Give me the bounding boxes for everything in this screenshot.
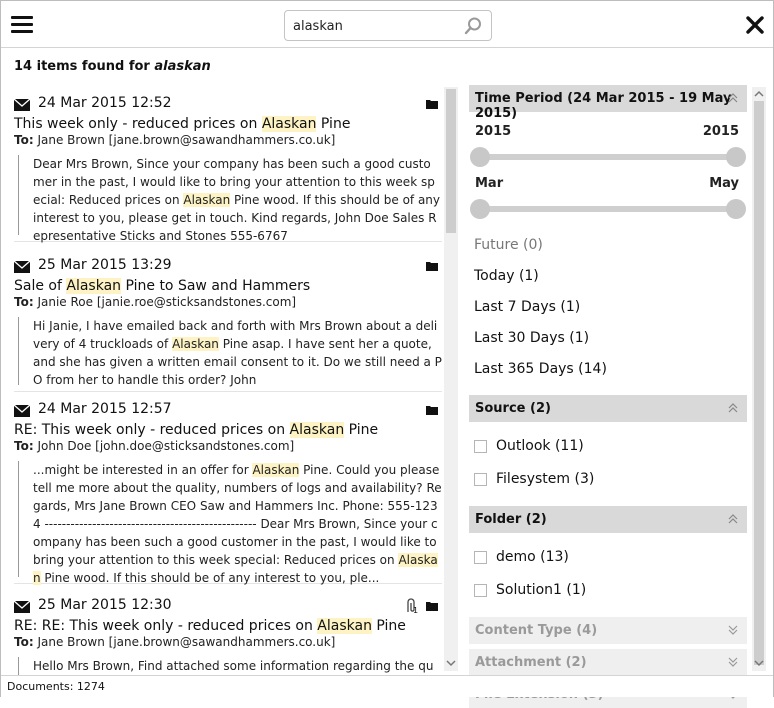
time-period-title: Time Period (24 Mar 2015 - 19 May 2015) bbox=[475, 91, 732, 121]
time-option-future[interactable]: Future (0) bbox=[474, 237, 543, 253]
source-option-outlook[interactable] bbox=[469, 430, 747, 463]
snippet-text: ...might be interested in an offer for bbox=[33, 463, 253, 477]
checkbox[interactable] bbox=[474, 440, 487, 453]
result-recipient bbox=[14, 439, 442, 453]
subject-text: Sale of bbox=[14, 278, 67, 294]
to-label: To: bbox=[14, 295, 34, 309]
result-date: 24 Mar 2015 12:52 bbox=[38, 95, 172, 111]
search-input[interactable] bbox=[293, 16, 453, 36]
content-type-header[interactable] bbox=[469, 617, 747, 644]
checkbox[interactable] bbox=[474, 551, 487, 564]
filter-scrollbar-thumb[interactable] bbox=[754, 101, 764, 665]
result-snippet bbox=[18, 461, 442, 585]
snippet-highlight: Alaskan bbox=[252, 463, 300, 477]
month-slider-start-handle[interactable] bbox=[470, 199, 490, 219]
close-icon[interactable] bbox=[745, 15, 765, 35]
year-range-labels bbox=[469, 118, 747, 140]
envelope-icon bbox=[14, 601, 30, 613]
attachment-title: Attachment (2) bbox=[475, 655, 587, 670]
content-type-title: Content Type (4) bbox=[475, 623, 598, 638]
month-slider-end-handle[interactable] bbox=[726, 199, 746, 219]
search-icon[interactable] bbox=[463, 16, 483, 36]
snippet-text: Hello Mrs Brown, Find attached some information regarding the qu bbox=[33, 659, 434, 673]
chevron-down-icon[interactable] bbox=[727, 624, 739, 636]
snippet-text: Pine wood. If this should be of any interest to you, please get in touch. Kind regards, John Doe Sales Representative Sticks and Stones 555-6767 bbox=[33, 193, 441, 243]
result-header bbox=[14, 401, 442, 421]
time-option-today[interactable]: Today (1) bbox=[474, 268, 539, 284]
attachment-count: 1 bbox=[413, 606, 419, 615]
folder-icon[interactable] bbox=[426, 99, 438, 109]
subject-text: Pine to Saw and Hammers bbox=[121, 278, 311, 294]
filter-panel bbox=[469, 85, 747, 671]
folder-title: Folder (2) bbox=[475, 512, 547, 527]
result-recipient bbox=[14, 295, 442, 309]
results-scrollbar[interactable] bbox=[444, 87, 458, 671]
folder-option-label: demo (13) bbox=[496, 549, 569, 565]
snippet-highlight: Alaskan bbox=[172, 337, 219, 351]
to-value: John Doe [john.doe@sticksandstones.com] bbox=[37, 439, 295, 453]
snippet-highlight: Alaskan bbox=[33, 553, 438, 585]
snippet-highlight: Alaskan bbox=[183, 193, 231, 207]
subject-text: Pine bbox=[344, 422, 379, 438]
year-start-label: 2015 bbox=[475, 124, 512, 139]
folder-option-demo[interactable] bbox=[469, 541, 747, 574]
checkbox[interactable] bbox=[474, 473, 487, 486]
result-header bbox=[14, 257, 442, 277]
year-end-label: 2015 bbox=[702, 124, 739, 139]
result-date: 25 Mar 2015 12:30 bbox=[38, 597, 172, 613]
month-range-slider[interactable] bbox=[469, 196, 747, 218]
year-slider-track[interactable] bbox=[479, 154, 737, 160]
hamburger-menu-icon[interactable] bbox=[11, 16, 33, 34]
result-item[interactable] bbox=[14, 401, 442, 584]
subject-highlight: Alaskan bbox=[317, 618, 372, 634]
snippet-text: Pine asap. I have sent her a quote, and she has given a written email consent to it. Do we still need a PO from her to handle this order? John bbox=[33, 337, 442, 387]
month-end-label: May bbox=[709, 176, 739, 191]
folder-header[interactable] bbox=[469, 506, 747, 533]
result-snippet bbox=[18, 317, 442, 385]
source-option-label: Filesystem (3) bbox=[496, 471, 595, 487]
snippet-text: Dear Mrs Brown, Since your company has been such a good customer in the past, I would like to bring your attention to this week special: Reduced prices on bbox=[33, 157, 435, 207]
folder-option-label: Solution1 (1) bbox=[496, 582, 587, 598]
result-header bbox=[14, 95, 442, 115]
result-item[interactable] bbox=[14, 95, 442, 242]
subject-highlight: Alaskan bbox=[66, 278, 122, 294]
result-snippet bbox=[18, 155, 442, 243]
result-recipient bbox=[14, 133, 442, 147]
status-bar bbox=[1, 675, 773, 697]
time-period-header[interactable] bbox=[469, 85, 747, 121]
source-title: Source (2) bbox=[475, 401, 551, 416]
result-recipient bbox=[14, 635, 442, 649]
time-option-last-30-days[interactable]: Last 30 Days (1) bbox=[474, 330, 590, 346]
subject-text: RE: RE: This week only - reduced prices on bbox=[14, 618, 318, 634]
to-value: Jane Brown [jane.brown@sawandhammers.co.uk] bbox=[37, 635, 336, 649]
time-option-last-365-days[interactable]: Last 365 Days (14) bbox=[474, 361, 607, 377]
year-slider-end-handle[interactable] bbox=[726, 147, 746, 167]
subject-highlight: Alaskan bbox=[289, 422, 345, 438]
result-subject[interactable] bbox=[14, 116, 442, 132]
result-item[interactable] bbox=[14, 257, 442, 392]
year-range-slider[interactable] bbox=[469, 144, 747, 166]
paperclip-icon[interactable] bbox=[404, 598, 418, 614]
snippet-text: Hi Janie, I have emailed back and forth with Mrs Brown about a delivery of 4 truckloads of bbox=[33, 319, 438, 351]
to-value: Jane Brown [jane.brown@sawandhammers.co.uk] bbox=[37, 133, 336, 147]
month-start-label: Mar bbox=[475, 176, 504, 191]
subject-text: RE: This week only - reduced prices on bbox=[14, 422, 290, 438]
envelope-icon bbox=[14, 261, 30, 273]
results-query: alaskan bbox=[154, 59, 211, 74]
results-scrollbar-thumb[interactable] bbox=[446, 89, 456, 233]
result-date: 25 Mar 2015 13:29 bbox=[38, 257, 172, 273]
filter-scrollbar[interactable] bbox=[752, 87, 766, 671]
snippet-text: Pine wood. If this should be of any interest to you, ple... bbox=[40, 571, 380, 585]
result-subject[interactable] bbox=[14, 618, 442, 634]
chevron-up-icon[interactable] bbox=[727, 92, 739, 104]
chevron-down-icon[interactable] bbox=[727, 656, 739, 668]
scroll-down-arrow-icon[interactable] bbox=[754, 659, 764, 667]
time-option-last-7-days[interactable]: Last 7 Days (1) bbox=[474, 299, 581, 315]
month-slider-track[interactable] bbox=[479, 206, 737, 212]
to-label: To: bbox=[14, 635, 34, 649]
results-summary bbox=[14, 59, 211, 74]
month-range-labels bbox=[469, 170, 747, 192]
to-label: To: bbox=[14, 133, 34, 147]
results-count: 14 items found for bbox=[14, 59, 150, 74]
envelope-icon bbox=[14, 405, 30, 417]
results-list bbox=[1, 87, 459, 671]
result-subject[interactable] bbox=[14, 422, 442, 438]
result-header bbox=[14, 597, 442, 617]
checkbox[interactable] bbox=[474, 584, 487, 597]
folder-icon[interactable] bbox=[426, 405, 438, 415]
envelope-icon bbox=[14, 99, 30, 111]
scroll-up-arrow-icon[interactable] bbox=[754, 90, 764, 98]
folder-option-solution1[interactable] bbox=[469, 574, 747, 607]
chevron-up-icon[interactable] bbox=[727, 402, 739, 414]
to-value: Janie Roe [janie.roe@sticksandstones.com] bbox=[37, 295, 297, 309]
snippet-text: Pine. Could you please tell me more about the quality, numbers of logs and availability? Regards, Mrs Jane Brown CEO Saw and Hammers Inc. Phone: 555-1234 ------------------------------------------------- Dear Mrs Brown, Since your company has been such a good customer in the past, I would like to bring your attention to this week special: Reduced prices on bbox=[33, 463, 442, 567]
source-option-label: Outlook (11) bbox=[496, 438, 584, 454]
attachment-header[interactable] bbox=[469, 649, 747, 676]
header-bar bbox=[1, 1, 773, 48]
subject-text: Pine bbox=[371, 618, 406, 634]
result-date: 24 Mar 2015 12:57 bbox=[38, 401, 172, 417]
subject-text: This week only - reduced prices on bbox=[14, 116, 262, 132]
search-box[interactable] bbox=[284, 10, 492, 41]
document-count: Documents: 1274 bbox=[7, 680, 105, 693]
year-slider-start-handle[interactable] bbox=[470, 147, 490, 167]
folder-icon[interactable] bbox=[426, 601, 438, 611]
to-label: To: bbox=[14, 439, 34, 453]
source-header[interactable] bbox=[469, 395, 747, 422]
source-option-filesystem[interactable] bbox=[469, 463, 747, 496]
chevron-up-icon[interactable] bbox=[727, 513, 739, 525]
scroll-down-arrow-icon[interactable] bbox=[446, 659, 456, 667]
result-subject[interactable] bbox=[14, 278, 442, 294]
folder-icon[interactable] bbox=[426, 261, 438, 271]
subject-highlight: Alaskan bbox=[261, 116, 317, 132]
subject-text: Pine bbox=[316, 116, 351, 132]
